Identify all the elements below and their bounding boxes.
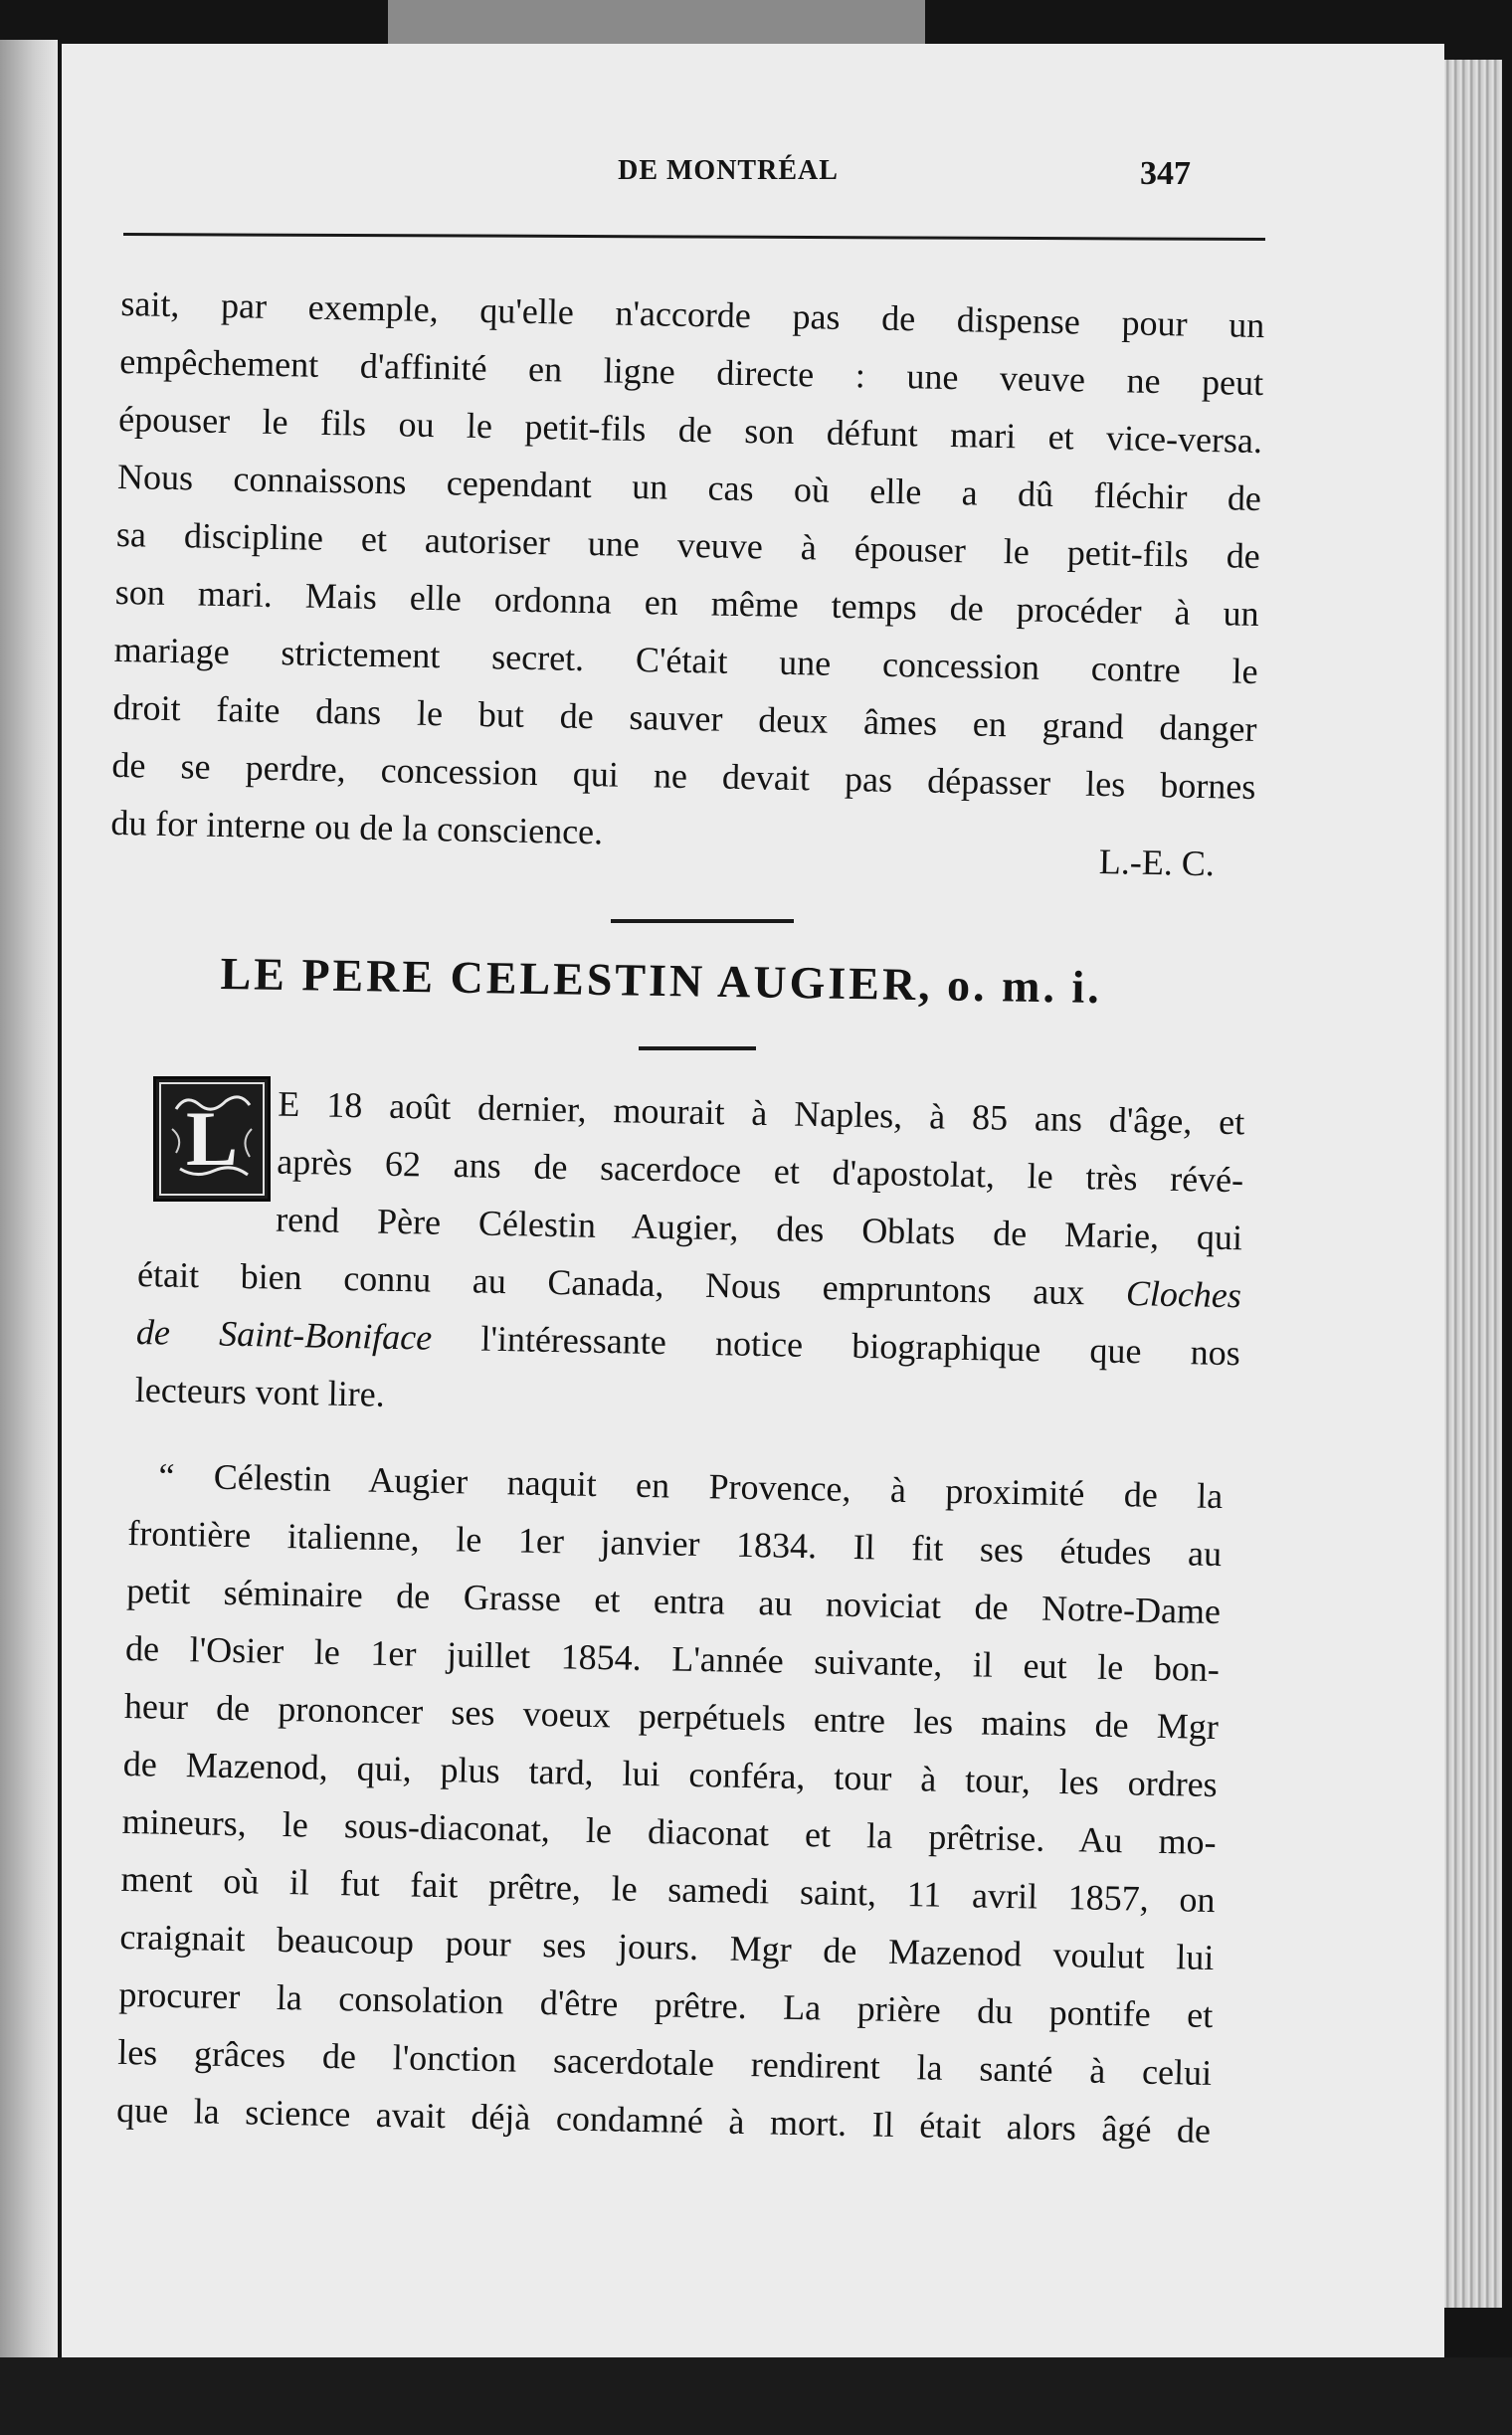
running-head: DE MONTRÉAL	[618, 155, 839, 186]
text-line: sait, par exemple, qu'elle n'accorde pas de dispense pour un	[120, 282, 1265, 346]
text-line: son mari. Mais elle ordonna en même temps de procéder à un	[114, 571, 1260, 635]
text-line: de l'Osier le 1er juillet 1854. L'année suivante, il eut le bon-	[124, 1627, 1221, 1690]
text-line: frontière italienne, le 1er janvier 1834. Il fit ses études au	[126, 1512, 1223, 1575]
facing-page-edge	[0, 40, 58, 2357]
text-line: droit faite dans le but de sauver deux âmes en grand danger	[112, 686, 1257, 749]
text-line: épouser le fils ou le petit-fils de son défunt mari et vice-versa.	[117, 398, 1263, 462]
text-line: mineurs, le sous-diaconat, le diaconat et la prêtrise. Au mo-	[121, 1800, 1217, 1863]
scan-bottom-edge	[0, 2357, 1512, 2435]
text-line: lecteurs vont lire.	[134, 1369, 386, 1414]
title-rule	[639, 1046, 756, 1050]
text-line: de se perdre, concession qui ne devait pas dépasser les bornes	[111, 744, 1256, 807]
page-number: 347	[1140, 155, 1191, 192]
text-line: les grâces de l'onction sacerdotale rendirent la santé à celui	[116, 2031, 1213, 2094]
binding-strip	[388, 0, 925, 44]
author-signature: L.-E. C.	[1098, 841, 1216, 884]
text-line: rend Père Célestin Augier, des Oblats de Marie, qui	[275, 1199, 1243, 1258]
text-line: “ Célestin Augier naquit en Provence, à proximité de la	[158, 1455, 1224, 1517]
article-body	[116, 1446, 1224, 2159]
book-page	[62, 44, 1444, 2361]
text-line: ment où il fut fait prêtre, le samedi saint, 11 avril 1857, on	[120, 1858, 1216, 1921]
text-line: heur de prononcer ses voeux perpétuels entre les mains de Mgr	[123, 1685, 1220, 1748]
text-line: sa discipline et autoriser une veuve à épouser le petit-fils de	[115, 513, 1261, 577]
text-line: craignait beaucoup pour ses jours. Mgr de Mazenod voulut lui	[119, 1916, 1215, 1978]
text-line: petit séminaire de Grasse et entra au noviciat de Notre-Dame	[125, 1570, 1222, 1632]
paragraph-continued	[109, 275, 1264, 893]
text-line-part: l'intéressante notice biographique que nos	[431, 1317, 1241, 1374]
header-rule	[123, 233, 1265, 241]
publication-name: Cloches	[1125, 1273, 1242, 1316]
text-line: E 18 août dernier, mourait à Naples, à 85 ans d'âge, et	[278, 1083, 1245, 1143]
text-line: que la science avait déjà condamné à mort. Il était alors âgé de	[115, 2089, 1212, 2151]
last-line-text: du for interne ou de la conscience.	[110, 802, 604, 852]
text-line: empêchement d'affinité en ligne directe : une veuve ne peut	[118, 340, 1264, 404]
text-line-part: était bien connu au Canada, Nous empruntons aux	[136, 1253, 1127, 1314]
section-separator	[611, 919, 794, 923]
text-line: après 62 ans de sacerdoce et d'apostolat, le très révé-	[276, 1141, 1244, 1201]
article-intro	[134, 1072, 1244, 1439]
publication-name: de Saint-Boniface	[135, 1311, 433, 1358]
svg-text:L: L	[185, 1095, 239, 1182]
text-line: mariage strictement secret. C'était une concession contre le	[113, 629, 1258, 692]
text-line: de Mazenod, qui, plus tard, lui conféra, tour à tour, les ordres	[122, 1743, 1219, 1805]
article-title: LE PERE CELESTIN AUGIER, o. m. i.	[220, 947, 1103, 1013]
text-line: procurer la consolation d'être prêtre. La prière du pontife et	[118, 1973, 1214, 2036]
text-line: Nous connaissons cependant un cas où elle a dû fléchir de	[116, 456, 1262, 519]
